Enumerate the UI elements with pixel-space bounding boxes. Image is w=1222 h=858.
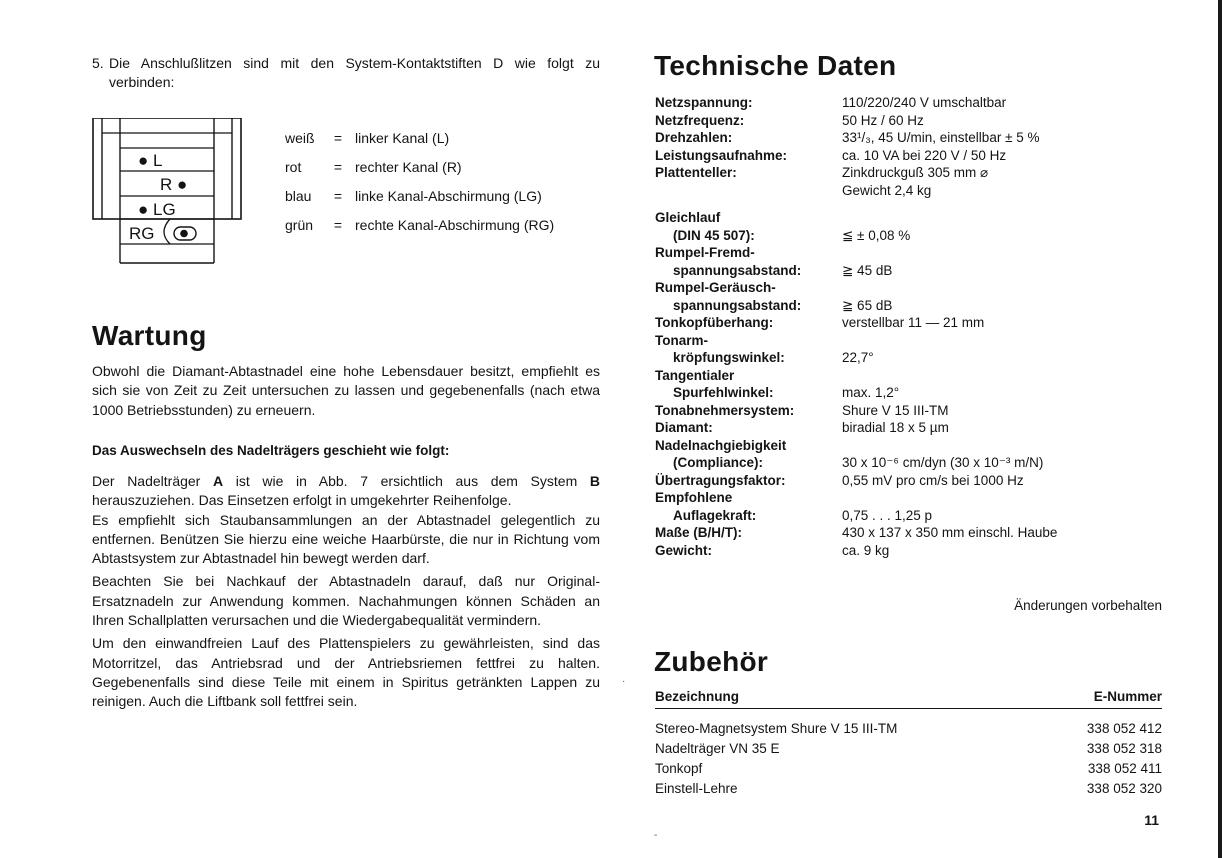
paragraph-ersatznadeln: Beachten Sie bei Nachkauf der Abtastnadeln darauf, daß nur Original-Ersatznadeln zur Anwendung kommen. Nachahmungen können Schäden an Ihren Schallplatten verursachen und die Wiedergabequalität vermindern. <box>92 573 600 629</box>
wire-color: blau <box>285 188 312 204</box>
spec-row <box>655 367 1165 385</box>
spec-row <box>655 297 1165 315</box>
spec-value: ca. 10 VA bei 220 V / 50 Hz <box>842 147 1007 163</box>
changes-note: Änderungen vorbehalten <box>1014 598 1162 613</box>
page-edge <box>1218 0 1222 858</box>
cell-name: Einstell-Lehre <box>655 781 738 796</box>
spec-label <box>655 182 842 200</box>
equals-sign: = <box>333 217 343 233</box>
table-row <box>655 739 1162 759</box>
spec-label: kröpfungswinkel: <box>673 350 785 365</box>
channel-desc: rechte Kanal-Abschirmung (RG) <box>355 217 555 233</box>
spec-row <box>655 472 1165 490</box>
wire-color: rot <box>285 159 302 175</box>
spec-row <box>655 262 1165 280</box>
spec-value: 30 x 10⁻⁶ cm/dyn (30 x 10⁻³ m/N) <box>842 455 1044 470</box>
spec-label: Tonabnehmersystem: <box>655 402 795 418</box>
text-run: Der Nadelträger <box>92 473 213 489</box>
section-title-technische-daten: Technische Daten <box>654 50 897 81</box>
spec-row <box>655 164 1165 182</box>
spec-row <box>655 94 1165 112</box>
subheading-nadeltraeger: Das Auswechseln des Nadelträgers geschieht wie folgt: <box>92 443 450 458</box>
spec-row <box>655 419 1165 437</box>
spec-value: 22,7° <box>842 350 874 365</box>
legend-row <box>285 188 554 217</box>
cell-number: 338 052 411 <box>1087 761 1162 776</box>
channel-desc: rechter Kanal (R) <box>355 159 462 175</box>
spec-value: 33¹/₃, 45 U/min, einstellbar ± 5 % <box>842 130 1040 145</box>
print-speck: · <box>622 676 626 687</box>
spec-label: Tonarm- <box>655 332 708 348</box>
spec-label: spannungsabstand: <box>673 262 802 278</box>
pin-label-r: R ● <box>160 175 188 194</box>
spec-label: Gleichlauf <box>655 210 721 225</box>
spec-label: Rumpel-Geräusch- <box>655 280 776 295</box>
wire-color-legend <box>285 130 554 246</box>
spec-value: max. 1,2° <box>842 385 900 400</box>
cell-name: Tonkopf <box>655 761 703 776</box>
spec-value: biradial 18 x 5 µm <box>842 420 949 435</box>
step-text: Die Anschlußlitzen sind mit den System-Kontaktstiften D wie folgt zu verbinden: <box>109 55 600 90</box>
spec-label: spannungsabstand: <box>673 297 802 313</box>
accessories-table <box>655 689 1162 799</box>
paragraph-nadeltraeger <box>92 472 600 511</box>
wire-color: weiß <box>285 130 315 146</box>
equals-sign: = <box>333 130 343 146</box>
spec-row <box>655 279 1165 297</box>
step-number: 5. <box>92 55 104 71</box>
channel-desc: linker Kanal (L) <box>355 130 450 146</box>
spec-value: Gewicht 2,4 kg <box>842 182 932 198</box>
spec-label: Gewicht: <box>655 542 713 558</box>
col-header-name: Bezeichnung <box>655 689 740 704</box>
spec-label: Drehzahlen: <box>655 130 733 145</box>
equals-sign: = <box>333 188 343 204</box>
spec-label: (DIN 45 507): <box>673 227 755 243</box>
channel-desc: linke Kanal-Abschirmung (LG) <box>355 188 542 204</box>
spec-list <box>655 94 1165 559</box>
spec-value: 50 Hz / 60 Hz <box>842 112 924 128</box>
spec-row <box>655 524 1165 542</box>
table-row <box>655 779 1162 799</box>
spec-label: Empfohlene <box>655 490 733 505</box>
step-5 <box>92 54 600 92</box>
spec-label: (Compliance): <box>673 455 764 470</box>
cell-number: 338 052 412 <box>1086 721 1162 736</box>
spec-label: Spurfehlwinkel: <box>673 385 774 400</box>
spec-value: 430 x 137 x 350 mm einschl. Haube <box>842 525 1058 540</box>
spec-value: ≧ 45 dB <box>842 262 893 278</box>
paragraph-staub: Es empfiehlt sich Staubansammlungen an der Abtastnadel gelegentlich zu entfernen. Benützen Sie hierzu eine weiche Haarbürste, die nur in Richtung vom Abtastsystem zur Abtastnadel hin bewegt werden darf. <box>92 511 600 567</box>
cell-number: 338 052 320 <box>1086 781 1162 796</box>
cell-number: 338 052 318 <box>1086 741 1162 756</box>
spec-label: Plattenteller: <box>655 165 737 180</box>
intro-paragraph: Obwohl die Diamant-Abtastnadel eine hohe Lebensdauer besitzt, empfiehlt es sich sie von Zeit zu Zeit untersuchen zu lassen und gegebenenfalls (nach etwa 1000 Betriebsstunden) zu erneuern. <box>92 363 600 418</box>
spec-label: Netzspannung: <box>655 95 753 110</box>
table-header <box>655 689 1162 709</box>
spec-row <box>655 332 1165 350</box>
spec-row <box>655 384 1165 402</box>
spec-row <box>655 507 1165 525</box>
equals-sign: = <box>333 159 343 175</box>
section-title-zubehoer: Zubehör <box>654 646 769 677</box>
spec-row <box>655 147 1165 165</box>
spec-value: verstellbar 11 — 21 mm <box>842 315 985 330</box>
spec-label: Nadelnachgiebigkeit <box>655 437 787 453</box>
spec-label: Tangentialer <box>655 367 735 383</box>
spec-row <box>655 542 1165 560</box>
spec-row <box>655 402 1165 420</box>
spec-row <box>655 209 1165 227</box>
col-header-number: E-Nummer <box>1093 689 1162 704</box>
spec-label: Auflagekraft: <box>673 507 757 523</box>
legend-row <box>285 217 554 246</box>
spec-value: Shure V 15 III-TM <box>842 402 949 418</box>
spec-label: Netzfrequenz: <box>655 112 745 128</box>
spec-value: ≧ 65 dB <box>842 297 893 313</box>
wartung-intro <box>92 362 600 420</box>
spec-spacer <box>655 199 1165 209</box>
spec-row <box>655 314 1165 332</box>
text-run: ist wie in Abb. 7 ersichtlich aus dem System <box>223 473 590 489</box>
wartung-body <box>92 472 600 712</box>
ref-label-a: A <box>212 473 224 489</box>
paragraph-fettfrei: Um den einwandfreien Lauf des Plattenspielers zu gewährleisten, sind das Motorritzel, das Antriebsrad und der Antriebsriemen fettfrei zu halten. Gegebenenfalls sind diese Teile mit einem in Spiritus getränkten Lappen zu reinigen. Auch die Liftbank soll fettfrei sein. <box>92 635 600 710</box>
cartridge-pin-diagram <box>92 118 242 268</box>
pin-label-rg: RG <box>129 224 155 243</box>
spec-label: Diamant: <box>655 420 713 435</box>
spec-row <box>655 349 1165 367</box>
ref-label-b: B <box>589 473 600 489</box>
spec-value: Zinkdruckguß 305 mm ⌀ <box>842 165 989 180</box>
spec-value: ca. 9 kg <box>842 542 890 558</box>
page-number: 11 <box>1144 812 1159 828</box>
print-speck: - <box>654 830 658 841</box>
spec-row <box>655 182 1165 200</box>
text-run: herauszuziehen. Das Einsetzen erfolgt in umgekehrter Reihenfolge. <box>92 492 512 509</box>
spec-value: 0,75 . . . 1,25 p <box>842 507 933 523</box>
spec-label: Übertragungsfaktor: <box>655 472 786 488</box>
pin-label-l: ● L <box>138 151 163 170</box>
table-row <box>655 759 1162 779</box>
spec-row <box>655 489 1165 507</box>
cell-name: Nadelträger VN 35 E <box>655 741 780 756</box>
pin-label-lg: ● LG <box>138 200 176 219</box>
cell-name: Stereo-Magnetsystem Shure V 15 III-TM <box>655 721 898 736</box>
legend-row <box>285 130 554 159</box>
legend-row <box>285 159 554 188</box>
spec-row <box>655 129 1165 147</box>
spec-label: Tonkopfüberhang: <box>655 315 774 330</box>
spec-row <box>655 454 1165 472</box>
wire-color: grün <box>285 217 314 233</box>
spec-row <box>655 227 1165 245</box>
section-title-wartung: Wartung <box>92 320 207 351</box>
spec-label: Rumpel-Fremd- <box>655 245 755 260</box>
spec-value: 0,55 mV pro cm/s bei 1000 Hz <box>842 472 1024 488</box>
spec-label: Leistungsaufnahme: <box>655 147 788 163</box>
spec-row <box>655 437 1165 455</box>
spec-row <box>655 112 1165 130</box>
spec-row <box>655 244 1165 262</box>
spec-value: 110/220/240 V umschaltbar <box>842 95 1007 110</box>
spec-value: ≦ ± 0,08 % <box>842 227 911 243</box>
table-row <box>655 719 1162 739</box>
spec-label: Maße (B/H/T): <box>655 525 742 540</box>
